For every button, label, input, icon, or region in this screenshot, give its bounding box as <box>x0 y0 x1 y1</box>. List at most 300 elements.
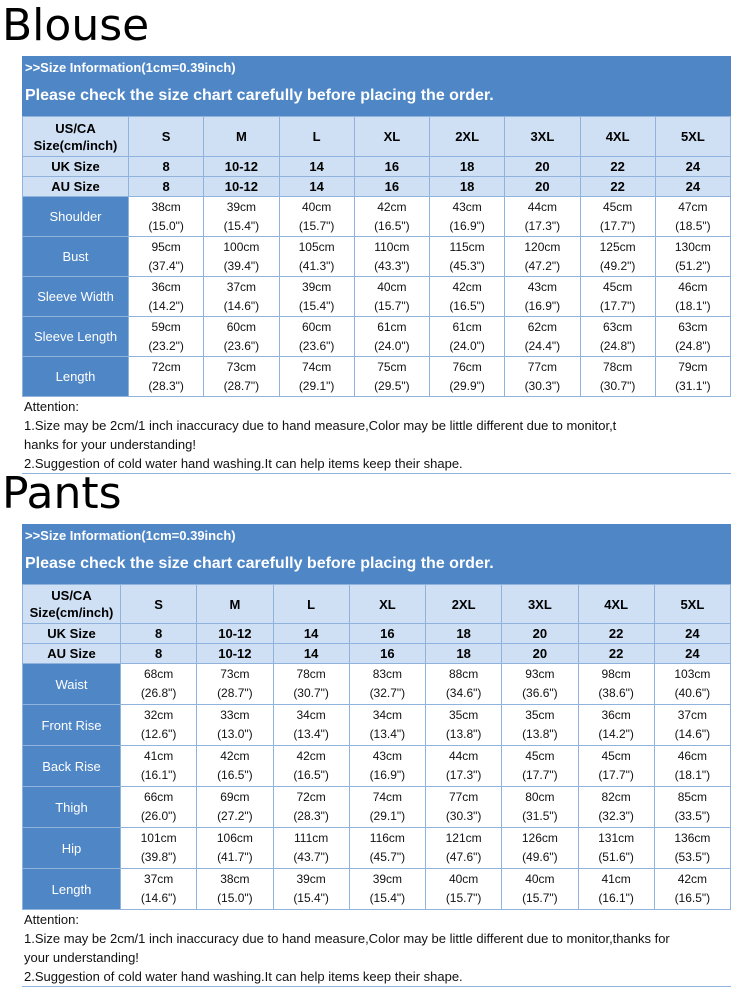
pants-measure-row <box>23 787 731 828</box>
blouse-measure-cell <box>129 197 204 237</box>
pants-corner-line-1: US/CA <box>51 588 92 603</box>
pants-au-size-value: 20 <box>502 644 578 664</box>
pants-measure-inch: (13.8") <box>522 727 558 741</box>
pants-measure-cell <box>349 664 425 705</box>
blouse-measure-inch: (14.2") <box>148 298 184 313</box>
blouse-size-header: 4XL <box>580 117 655 157</box>
pants-measure-cm: 37cm <box>677 708 708 722</box>
blouse-measure-cell <box>129 237 204 277</box>
blouse-size-chart <box>22 56 731 474</box>
pants-header-row <box>23 585 731 624</box>
blouse-measure-cell <box>430 277 505 317</box>
pants-measure-inch: (28.3") <box>293 809 329 823</box>
pants-size-header: 2XL <box>426 585 502 624</box>
pants-measure-row <box>23 828 731 869</box>
blouse-measure-inch: (15.7") <box>298 218 335 233</box>
blouse-measure-cm: 63cm <box>678 319 708 334</box>
pants-measure-inch: (16.1") <box>598 891 634 905</box>
pants-measure-inch: (15.4") <box>369 891 406 905</box>
pants-au-size-value: 14 <box>273 644 349 664</box>
blouse-measure-cell <box>129 317 204 357</box>
pants-measure-inch: (14.6") <box>674 727 711 741</box>
blouse-measure-row <box>23 277 731 317</box>
blouse-measure-cm: 45cm <box>602 199 633 214</box>
blouse-measure-inch: (15.7") <box>374 298 410 313</box>
pants-measure-inch: (26.8") <box>140 686 177 700</box>
blouse-measure-inch: (24.0") <box>374 338 410 353</box>
blouse-size-header: 3XL <box>505 117 580 157</box>
blouse-uk-size-value: 14 <box>279 157 354 177</box>
pants-measure-inch: (16.9") <box>369 768 406 782</box>
pants-measure-cell <box>197 705 273 746</box>
pants-note-2: 2.Suggestion of cold water hand washing.It can help items keep their shape. <box>24 969 463 984</box>
pants-uk-size-label: UK Size <box>23 624 121 644</box>
blouse-measure-cell <box>430 357 505 397</box>
pants-banner <box>22 524 731 584</box>
pants-uk-size-value: 14 <box>273 624 349 644</box>
pants-measure-cell <box>578 869 654 910</box>
pants-measure-inch: (45.7") <box>369 850 406 864</box>
blouse-measure-inch: (37.4") <box>148 258 184 273</box>
blouse-measure-cell <box>129 277 204 317</box>
blouse-size-header: S <box>129 117 204 157</box>
blouse-measure-row <box>23 237 731 277</box>
blouse-note-1a: 1.Size may be 2cm/1 inch inaccuracy due to hand measure,Color may be little different due to monitor,t <box>24 418 617 433</box>
blouse-measure-inch: (18.5") <box>675 218 711 233</box>
blouse-measure-inch: (14.6") <box>223 298 260 313</box>
blouse-measure-cm: 42cm <box>377 199 407 214</box>
blouse-measure-cell <box>505 317 580 357</box>
blouse-check-notice: Please check the size chart carefully before placing the order. <box>25 87 494 104</box>
blouse-measure-cm: 78cm <box>602 359 633 374</box>
pants-measure-row <box>23 705 731 746</box>
pants-uk-size-value: 24 <box>654 624 730 644</box>
pants-measure-cell <box>273 828 349 869</box>
pants-note-1b: your understanding! <box>24 950 139 965</box>
blouse-measure-cm: 62cm <box>527 319 558 334</box>
pants-measure-inch: (17.7") <box>598 768 634 782</box>
pants-measure-inch: (15.7") <box>522 891 558 905</box>
blouse-measure-inch: (16.5") <box>449 298 485 313</box>
blouse-measure-cell <box>655 277 730 317</box>
blouse-measure-inch: (29.1") <box>298 378 335 393</box>
blouse-measure-cell <box>505 277 580 317</box>
pants-measure-label: Waist <box>23 664 121 705</box>
pants-measure-inch: (13.4") <box>369 727 406 741</box>
blouse-au-size-value: 8 <box>129 177 204 197</box>
pants-measure-inch: (16.5") <box>674 891 711 905</box>
pants-measure-cell <box>197 746 273 787</box>
blouse-au-size-value: 24 <box>655 177 730 197</box>
pants-uk-size-value: 8 <box>121 624 197 644</box>
blouse-measure-cell <box>580 197 655 237</box>
pants-measure-inch: (34.6") <box>445 686 482 700</box>
pants-measure-cm: 41cm <box>601 872 631 886</box>
pants-measure-inch: (13.8") <box>445 727 482 741</box>
blouse-measure-inch: (15.0") <box>148 218 184 233</box>
pants-measure-cm: 34cm <box>296 708 326 722</box>
pants-measure-cm: 82cm <box>601 790 631 804</box>
pants-measure-cell <box>273 705 349 746</box>
pants-size-header: 5XL <box>654 585 730 624</box>
blouse-uk-size-value: 22 <box>580 157 655 177</box>
blouse-au-size-row <box>23 177 731 197</box>
blouse-size-header: 5XL <box>655 117 730 157</box>
blouse-measure-cm: 36cm <box>151 279 181 294</box>
pants-measure-cm: 43cm <box>372 749 403 763</box>
pants-measure-cell <box>197 869 273 910</box>
pants-measure-cm: 85cm <box>677 790 708 804</box>
blouse-size-header: L <box>279 117 354 157</box>
blouse-measure-row <box>23 357 731 397</box>
blouse-uk-size-value: 18 <box>430 157 505 177</box>
blouse-measure-inch: (16.9") <box>524 298 561 313</box>
pants-measure-inch: (30.3") <box>445 809 482 823</box>
blouse-measure-cell <box>580 277 655 317</box>
pants-measure-inch: (30.7") <box>293 686 329 700</box>
pants-measure-inch: (16.5") <box>217 768 253 782</box>
blouse-measure-cm: 38cm <box>151 199 181 214</box>
pants-measure-inch: (15.0") <box>217 891 253 905</box>
blouse-measure-cell <box>354 197 429 237</box>
pants-measure-cm: 35cm <box>448 708 479 722</box>
pants-measure-cm: 83cm <box>372 667 403 681</box>
pants-measure-cell <box>426 787 502 828</box>
blouse-measure-cm: 43cm <box>527 279 558 294</box>
blouse-au-size-value: 18 <box>430 177 505 197</box>
pants-measure-cm: 35cm <box>525 708 555 722</box>
blouse-measure-cm: 47cm <box>678 199 708 214</box>
pants-measure-cell <box>273 746 349 787</box>
pants-measure-cell <box>654 746 730 787</box>
pants-measure-cell <box>426 746 502 787</box>
blouse-measure-cm: 95cm <box>151 239 181 254</box>
pants-measure-cell <box>273 787 349 828</box>
pants-size-chart <box>22 524 731 987</box>
blouse-measure-inch: (24.8") <box>675 338 711 353</box>
pants-measure-inch: (47.6") <box>445 850 482 864</box>
blouse-measure-cell <box>204 277 279 317</box>
pants-au-size-value: 22 <box>578 644 654 664</box>
blouse-measure-inch: (28.7") <box>223 378 260 393</box>
pants-measure-cm: 72cm <box>296 790 326 804</box>
blouse-size-header: 2XL <box>430 117 505 157</box>
pants-measure-cm: 103cm <box>674 667 711 681</box>
pants-measure-inch: (33.5") <box>674 809 711 823</box>
blouse-measure-inch: (17.7") <box>599 298 636 313</box>
blouse-au-size-value: 22 <box>580 177 655 197</box>
pants-measure-cm: 126cm <box>521 831 558 845</box>
blouse-measure-inch: (47.2") <box>524 258 561 273</box>
pants-uk-size-value: 20 <box>502 624 578 644</box>
blouse-uk-size-value: 20 <box>505 157 580 177</box>
blouse-measure-cm: 39cm <box>226 199 257 214</box>
pants-measure-cell <box>349 705 425 746</box>
blouse-measure-cm: 42cm <box>452 279 482 294</box>
pants-size-header: S <box>121 585 197 624</box>
pants-size-header: 4XL <box>578 585 654 624</box>
pants-size-table <box>22 584 731 910</box>
pants-size-header: M <box>197 585 273 624</box>
blouse-measure-cell <box>279 277 354 317</box>
pants-measure-cell <box>654 787 730 828</box>
pants-measure-cell <box>502 705 578 746</box>
pants-measure-cell <box>349 746 425 787</box>
blouse-measure-cell <box>354 237 429 277</box>
blouse-measure-cm: 105cm <box>298 239 335 254</box>
pants-measure-inch: (40.6") <box>674 686 711 700</box>
blouse-measure-inch: (43.3") <box>374 258 410 273</box>
blouse-measure-cell <box>580 237 655 277</box>
blouse-measure-cm: 73cm <box>226 359 257 374</box>
pants-measure-cell <box>578 746 654 787</box>
pants-measure-cell <box>121 705 197 746</box>
pants-uk-size-value: 10-12 <box>197 624 273 644</box>
pants-measure-cm: 131cm <box>598 831 635 845</box>
pants-measure-cm: 136cm <box>674 831 711 845</box>
blouse-measure-cell <box>655 197 730 237</box>
pants-measure-cm: 37cm <box>143 872 174 886</box>
pants-measure-inch: (17.3") <box>445 768 482 782</box>
pants-measure-cell <box>578 664 654 705</box>
pants-measure-cell <box>502 787 578 828</box>
blouse-measure-cell <box>354 277 429 317</box>
pants-uk-size-value: 16 <box>349 624 425 644</box>
pants-measure-cell <box>349 787 425 828</box>
pants-measure-cm: 111cm <box>294 831 329 845</box>
blouse-measure-cm: 40cm <box>377 279 407 294</box>
blouse-measure-cell <box>204 237 279 277</box>
blouse-measure-cm: 115cm <box>449 239 485 254</box>
blouse-measure-label: Sleeve Width <box>23 277 129 317</box>
blouse-measure-cm: 60cm <box>226 319 257 334</box>
blouse-measure-inch: (23.2") <box>148 338 184 353</box>
blouse-measure-cm: 74cm <box>301 359 332 374</box>
pants-measure-label: Thigh <box>23 787 121 828</box>
blouse-uk-size-value: 10-12 <box>204 157 279 177</box>
pants-measure-inch: (39.8") <box>140 850 177 864</box>
pants-measure-inch: (16.5") <box>293 768 329 782</box>
blouse-measure-cm: 61cm <box>452 319 482 334</box>
blouse-measure-inch: (23.6") <box>298 338 335 353</box>
pants-measure-cell <box>121 828 197 869</box>
blouse-measure-cm: 76cm <box>452 359 482 374</box>
pants-measure-cm: 40cm <box>448 872 479 886</box>
blouse-measure-inch: (15.4") <box>223 218 260 233</box>
blouse-measure-inch: (30.7") <box>599 378 636 393</box>
pants-measure-cm: 80cm <box>525 790 555 804</box>
pants-size-info: >>Size Information(1cm=0.39inch) <box>25 528 236 543</box>
blouse-measure-cm: 77cm <box>527 359 558 374</box>
blouse-uk-size-value: 16 <box>354 157 429 177</box>
blouse-measure-cell <box>430 237 505 277</box>
pants-au-size-label: AU Size <box>23 644 121 664</box>
pants-measure-inch: (38.6") <box>598 686 634 700</box>
pants-measure-inch: (49.6") <box>522 850 558 864</box>
pants-measure-cm: 69cm <box>220 790 250 804</box>
pants-measure-inch: (14.2") <box>598 727 634 741</box>
blouse-measure-cell <box>655 317 730 357</box>
pants-au-size-value: 16 <box>349 644 425 664</box>
blouse-measure-cm: 45cm <box>602 279 633 294</box>
pants-measure-cm: 44cm <box>448 749 479 763</box>
blouse-measure-cell <box>279 237 354 277</box>
pants-measure-inch: (53.5") <box>674 850 711 864</box>
blouse-au-size-label: AU Size <box>23 177 129 197</box>
blouse-measure-inch: (24.0") <box>449 338 485 353</box>
pants-measure-inch: (13.0") <box>217 727 253 741</box>
pants-measure-cm: 106cm <box>216 831 253 845</box>
pants-measure-cm: 41cm <box>143 749 174 763</box>
blouse-measure-inch: (24.4") <box>524 338 561 353</box>
blouse-size-header: XL <box>354 117 429 157</box>
pants-measure-cm: 36cm <box>601 708 631 722</box>
pants-measure-cm: 101cm <box>140 831 177 845</box>
pants-measure-inch: (36.6") <box>522 686 558 700</box>
blouse-attention-notes <box>22 397 731 474</box>
pants-measure-cm: 39cm <box>372 872 403 886</box>
pants-measure-cell <box>121 869 197 910</box>
blouse-measure-inch: (15.4") <box>298 298 335 313</box>
blouse-measure-inch: (16.5") <box>374 218 410 233</box>
blouse-measure-cm: 72cm <box>151 359 181 374</box>
pants-measure-inch: (32.7") <box>369 686 406 700</box>
pants-measure-inch: (14.6") <box>140 891 177 905</box>
blouse-measure-label: Bust <box>23 237 129 277</box>
pants-measure-inch: (16.1") <box>140 768 177 782</box>
pants-uk-size-row <box>23 624 731 644</box>
pants-measure-cm: 34cm <box>372 708 403 722</box>
pants-measure-cm: 74cm <box>372 790 403 804</box>
blouse-au-size-value: 20 <box>505 177 580 197</box>
blouse-header-row <box>23 117 731 157</box>
pants-measure-cell <box>502 828 578 869</box>
pants-measure-cm: 39cm <box>296 872 326 886</box>
pants-measure-cell <box>349 828 425 869</box>
pants-size-header: 3XL <box>502 585 578 624</box>
blouse-measure-inch: (45.3") <box>449 258 485 273</box>
blouse-corner-cell <box>23 117 129 157</box>
pants-measure-inch: (17.7") <box>522 768 558 782</box>
blouse-measure-inch: (49.2") <box>599 258 636 273</box>
pants-measure-row <box>23 746 731 787</box>
pants-uk-size-value: 18 <box>426 624 502 644</box>
blouse-measure-inch: (17.7") <box>599 218 636 233</box>
blouse-measure-inch: (23.6") <box>223 338 260 353</box>
pants-measure-inch: (15.4") <box>293 891 329 905</box>
pants-measure-cm: 38cm <box>220 872 250 886</box>
blouse-measure-cell <box>655 357 730 397</box>
pants-measure-cm: 88cm <box>448 667 479 681</box>
blouse-size-header: M <box>204 117 279 157</box>
pants-measure-inch: (28.7") <box>217 686 253 700</box>
blouse-measure-cm: 130cm <box>674 239 711 254</box>
blouse-measure-inch: (28.3") <box>148 378 184 393</box>
blouse-measure-cell <box>279 317 354 357</box>
blouse-measure-cm: 79cm <box>678 359 708 374</box>
blouse-measure-label: Length <box>23 357 129 397</box>
pants-measure-label: Back Rise <box>23 746 121 787</box>
blouse-measure-cell <box>204 197 279 237</box>
pants-measure-row <box>23 869 731 910</box>
pants-measure-cell <box>578 828 654 869</box>
pants-measure-row <box>23 664 731 705</box>
blouse-measure-cm: 59cm <box>151 319 181 334</box>
pants-measure-cell <box>654 705 730 746</box>
pants-measure-label: Length <box>23 869 121 910</box>
blouse-size-info: >>Size Information(1cm=0.39inch) <box>25 60 236 75</box>
blouse-au-size-value: 14 <box>279 177 354 197</box>
pants-measure-cell <box>121 787 197 828</box>
blouse-note-2: 2.Suggestion of cold water hand washing.It can help items keep their shape. <box>24 456 463 471</box>
blouse-size-table <box>22 116 731 397</box>
blouse-measure-cm: 44cm <box>527 199 558 214</box>
pants-measure-cm: 32cm <box>143 708 174 722</box>
blouse-measure-cm: 37cm <box>226 279 257 294</box>
blouse-measure-cell <box>505 357 580 397</box>
blouse-measure-cm: 75cm <box>377 359 407 374</box>
blouse-measure-row <box>23 197 731 237</box>
blouse-measure-cell <box>129 357 204 397</box>
pants-attention-heading: Attention: <box>24 912 79 927</box>
pants-measure-cm: 78cm <box>296 667 326 681</box>
pants-au-size-row <box>23 644 731 664</box>
pants-size-header: XL <box>349 585 425 624</box>
pants-measure-cell <box>502 664 578 705</box>
pants-corner-cell <box>23 585 121 624</box>
pants-measure-inch: (32.3") <box>598 809 634 823</box>
blouse-measure-cell <box>580 357 655 397</box>
pants-measure-inch: (27.2") <box>217 809 253 823</box>
pants-measure-cell <box>273 869 349 910</box>
pants-measure-inch: (41.7") <box>217 850 253 864</box>
blouse-measure-label: Sleeve Length <box>23 317 129 357</box>
pants-measure-cm: 33cm <box>220 708 250 722</box>
blouse-measure-inch: (51.2") <box>675 258 711 273</box>
blouse-measure-inch: (39.4") <box>223 258 260 273</box>
blouse-measure-cell <box>204 357 279 397</box>
blouse-measure-inch: (41.3") <box>298 258 335 273</box>
pants-size-header: L <box>273 585 349 624</box>
blouse-measure-inch: (31.1") <box>675 378 711 393</box>
blouse-title: Blouse <box>2 0 150 51</box>
pants-measure-inch: (18.1") <box>674 768 711 782</box>
blouse-measure-inch: (24.8") <box>599 338 636 353</box>
pants-note-1a: 1.Size may be 2cm/1 inch inaccuracy due to hand measure,Color may be little different due to monitor,thanks for <box>24 931 670 946</box>
blouse-measure-inch: (29.9") <box>449 378 485 393</box>
blouse-measure-cm: 63cm <box>602 319 633 334</box>
pants-measure-inch: (15.7") <box>445 891 482 905</box>
blouse-measure-cm: 100cm <box>223 239 260 254</box>
blouse-measure-cm: 110cm <box>374 239 410 254</box>
pants-measure-cell <box>197 787 273 828</box>
blouse-measure-cell <box>505 197 580 237</box>
blouse-uk-size-label: UK Size <box>23 157 129 177</box>
pants-measure-cm: 45cm <box>601 749 631 763</box>
pants-measure-cell <box>654 828 730 869</box>
pants-measure-label: Front Rise <box>23 705 121 746</box>
pants-check-notice: Please check the size chart carefully before placing the order. <box>25 555 494 572</box>
pants-measure-cell <box>426 828 502 869</box>
pants-au-size-value: 10-12 <box>197 644 273 664</box>
pants-attention-notes <box>22 910 731 987</box>
pants-uk-size-value: 22 <box>578 624 654 644</box>
pants-measure-cell <box>273 664 349 705</box>
pants-measure-cm: 73cm <box>220 667 250 681</box>
pants-measure-inch: (13.4") <box>293 727 329 741</box>
blouse-measure-cm: 60cm <box>301 319 332 334</box>
blouse-uk-size-value: 24 <box>655 157 730 177</box>
